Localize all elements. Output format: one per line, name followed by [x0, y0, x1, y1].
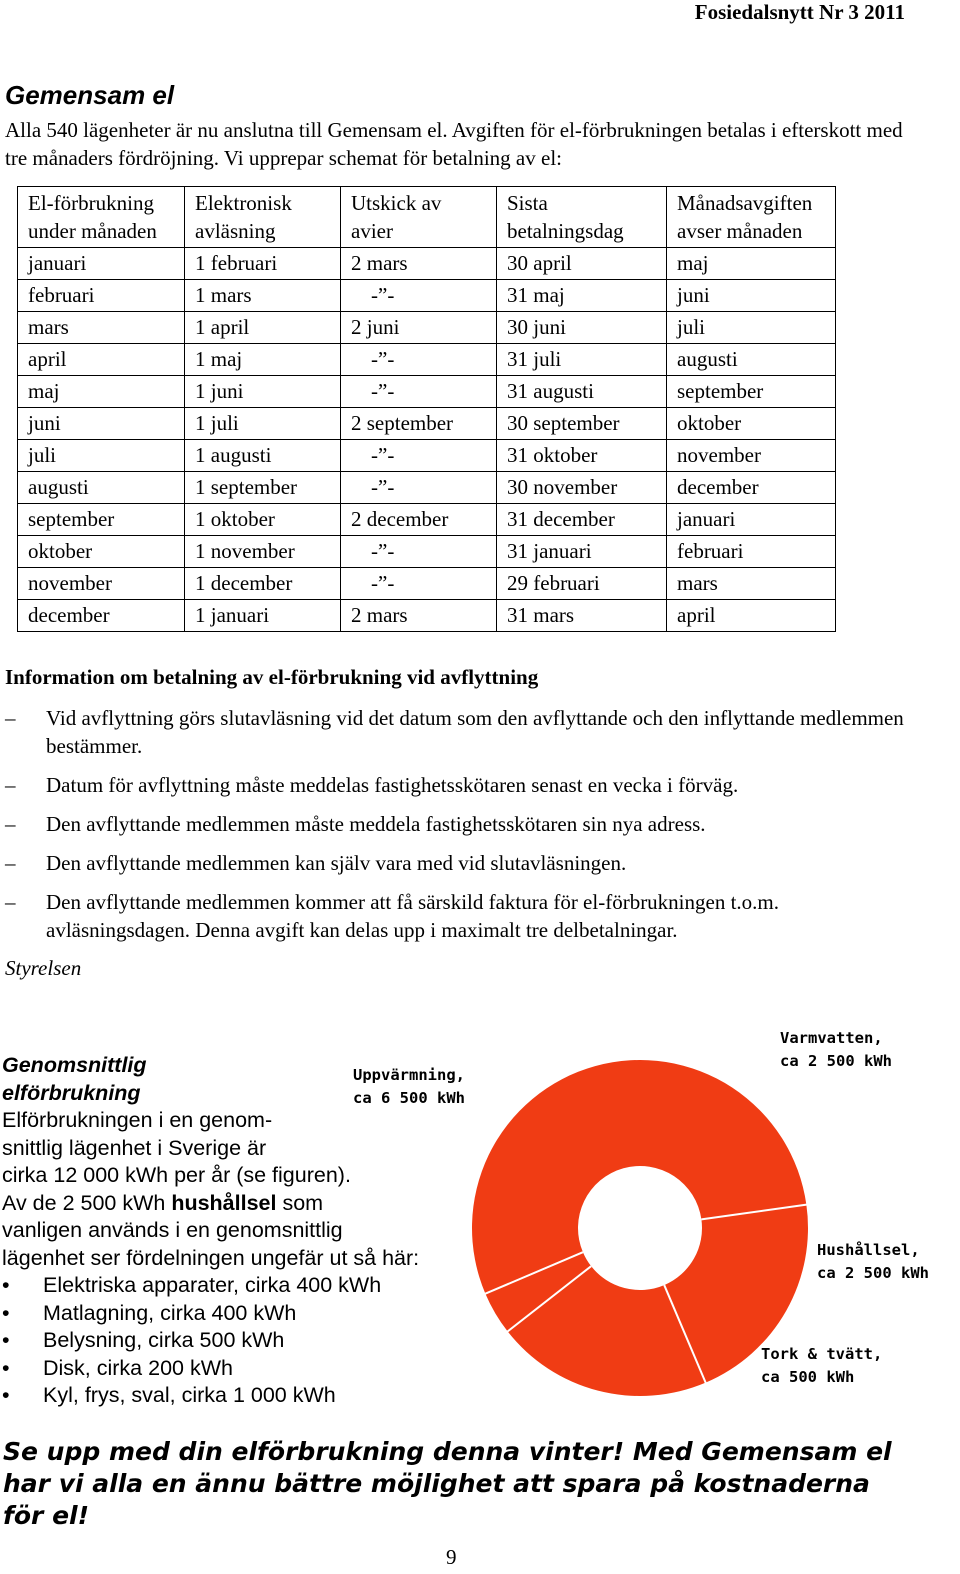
- table-cell: 1 maj: [185, 344, 341, 376]
- table-cell: 31 januari: [497, 536, 667, 568]
- table-cell: 1 oktober: [185, 504, 341, 536]
- page-number: 9: [446, 1545, 457, 1569]
- table-cell: 1 juli: [185, 408, 341, 440]
- table-cell: januari: [18, 248, 185, 280]
- table-cell: juli: [667, 312, 836, 344]
- list-item: – Den avflyttande medlemmen kan själv vara med vid slutavläsningen.: [5, 851, 627, 875]
- table-cell: maj: [667, 248, 836, 280]
- table-cell: 1 juni: [185, 376, 341, 408]
- newsletter-title: Fosiedalsnytt Nr 3 2011: [694, 0, 905, 24]
- table-cell: 1 augusti: [185, 440, 341, 472]
- column-header: Sista betalningsdag: [497, 187, 667, 248]
- table-cell: januari: [667, 504, 836, 536]
- table-row: [18, 312, 836, 344]
- table-row: [18, 568, 836, 600]
- list-item: • Matlagning, cirka 400 kWh: [2, 1300, 297, 1325]
- table-cell: -”-: [341, 536, 497, 568]
- column-header: Utskick av avier: [341, 187, 497, 248]
- table-cell: november: [667, 440, 836, 472]
- slice-label-heating: Uppvärmning, ca 6 500 kWh: [353, 1066, 465, 1107]
- table-cell: juli: [18, 440, 185, 472]
- table-cell: 1 december: [185, 568, 341, 600]
- table-header-row: [18, 187, 836, 248]
- table-cell: 30 april: [497, 248, 667, 280]
- table-cell: mars: [667, 568, 836, 600]
- slice-label-laundry: Tork & tvätt, ca 500 kWh: [761, 1345, 883, 1386]
- table-cell: 1 april: [185, 312, 341, 344]
- table-cell: 2 december: [341, 504, 497, 536]
- column-header: El-förbrukning under månaden: [18, 187, 185, 248]
- table-cell: augusti: [667, 344, 836, 376]
- table-cell: mars: [18, 312, 185, 344]
- table-cell: 1 februari: [185, 248, 341, 280]
- table-row: [18, 376, 836, 408]
- table-cell: april: [667, 600, 836, 632]
- table-cell: februari: [667, 536, 836, 568]
- table-cell: -”-: [341, 280, 497, 312]
- table-cell: 30 november: [497, 472, 667, 504]
- signature: Styrelsen: [5, 956, 82, 980]
- body-line: snittlig lägenhet i Sverige är: [2, 1135, 267, 1160]
- table-cell: september: [667, 376, 836, 408]
- slice-label-hot-water: Varmvatten, ca 2 500 kWh: [780, 1029, 892, 1070]
- list-item: – Datum för avflyttning måste meddelas fastighetsskötaren senast en vecka i förväg.: [5, 773, 739, 797]
- list-item: • Disk, cirka 200 kWh: [2, 1355, 233, 1380]
- list-item: – Den avflyttande medlemmen måste meddela fastighetsskötaren sin nya adress.: [5, 812, 706, 836]
- table-cell: augusti: [18, 472, 185, 504]
- info-list: [0, 704, 920, 955]
- list-item: • Belysning, cirka 500 kWh: [2, 1328, 285, 1352]
- table-row: [18, 504, 836, 536]
- section-heading: Gemensam el: [5, 80, 175, 110]
- table-cell: juni: [667, 280, 836, 312]
- table-cell: 31 december: [497, 504, 667, 536]
- table-cell: -”-: [341, 440, 497, 472]
- table-cell: -”-: [341, 344, 497, 376]
- table-cell: december: [18, 600, 185, 632]
- table-row: [18, 248, 836, 280]
- table-cell: 31 juli: [497, 344, 667, 376]
- table-row: [18, 600, 836, 632]
- body-line: Av de 2 500 kWh hushållsel som: [2, 1190, 324, 1215]
- table-row: [18, 408, 836, 440]
- closing-message: Se upp med din elförbrukning denna vinter! Med Gemensam el har vi alla en ännu bättre möjlighet att spara på kostnaderna för el!: [3, 1437, 892, 1530]
- list-item: • Kyl, frys, sval, cirka 1 000 kWh: [2, 1383, 336, 1407]
- table-cell: oktober: [18, 536, 185, 568]
- table-cell: 1 november: [185, 536, 341, 568]
- table-cell: 2 mars: [341, 600, 497, 632]
- table-row: [18, 280, 836, 312]
- table-cell: 30 juni: [497, 312, 667, 344]
- table-cell: 2 september: [341, 408, 497, 440]
- usage-list: [2, 1272, 472, 1410]
- table-cell: februari: [18, 280, 185, 312]
- table-cell: september: [18, 504, 185, 536]
- table-cell: 2 juni: [341, 312, 497, 344]
- table-cell: 2 mars: [341, 248, 497, 280]
- table-cell: 1 mars: [185, 280, 341, 312]
- body-line: Elförbrukningen i en genom-: [2, 1108, 273, 1132]
- table-cell: oktober: [667, 408, 836, 440]
- table-cell: 1 september: [185, 472, 341, 504]
- table-cell: 1 januari: [185, 600, 341, 632]
- table-cell: -”-: [341, 472, 497, 504]
- table-cell: november: [18, 568, 185, 600]
- table-cell: juni: [18, 408, 185, 440]
- table-cell: -”-: [341, 376, 497, 408]
- table-cell: 31 maj: [497, 280, 667, 312]
- body-line: lägenhet ser fördelningen ungefär ut så här:: [2, 1245, 420, 1270]
- body-line: cirka 12 000 kWh per år (se figuren).: [2, 1163, 351, 1187]
- list-item: – Den avflyttande medlemmen kommer att få särskild faktura för el-förbrukningen t.o.m. avläsningsdagen. Denna avgift kan delas upp i maximalt tre delbetalningar.: [5, 890, 780, 942]
- column-header: Månadsavgiften avser månaden: [667, 187, 836, 248]
- table-cell: 31 mars: [497, 600, 667, 632]
- table-cell: -”-: [341, 568, 497, 600]
- list-item: – Vid avflyttning görs slutavläsning vid det datum som den avflyttande och den inflyttande medlemmen bestämmer.: [5, 706, 904, 758]
- table-cell: 31 oktober: [497, 440, 667, 472]
- table-cell: 31 augusti: [497, 376, 667, 408]
- average-heading: Genomsnittlig elförbrukning: [2, 1053, 147, 1105]
- table-cell: 29 februari: [497, 568, 667, 600]
- table-row: [18, 536, 836, 568]
- list-item: • Elektriska apparater, cirka 400 kWh: [2, 1273, 382, 1297]
- body-line: vanligen används i en genomsnittlig: [2, 1218, 343, 1242]
- column-header: Elektronisk avläsning: [185, 187, 341, 248]
- table-row: [18, 472, 836, 504]
- payment-schedule-table: [17, 186, 836, 632]
- info-heading: Information om betalning av el-förbrukning vid avflyttning: [5, 665, 539, 689]
- table-row: [18, 440, 836, 472]
- table-cell: maj: [18, 376, 185, 408]
- table-cell: december: [667, 472, 836, 504]
- intro-paragraph: Alla 540 lägenheter är nu anslutna till Gemensam el. Avgiften för el-förbrukningen betalas i efterskott med tre månaders fördröjning. Vi upprepar schemat för betalning av el:: [5, 118, 903, 170]
- table-row: [18, 344, 836, 376]
- slice-label-household: Hushållsel, ca 2 500 kWh: [817, 1241, 929, 1282]
- table-cell: 30 september: [497, 408, 667, 440]
- table-cell: april: [18, 344, 185, 376]
